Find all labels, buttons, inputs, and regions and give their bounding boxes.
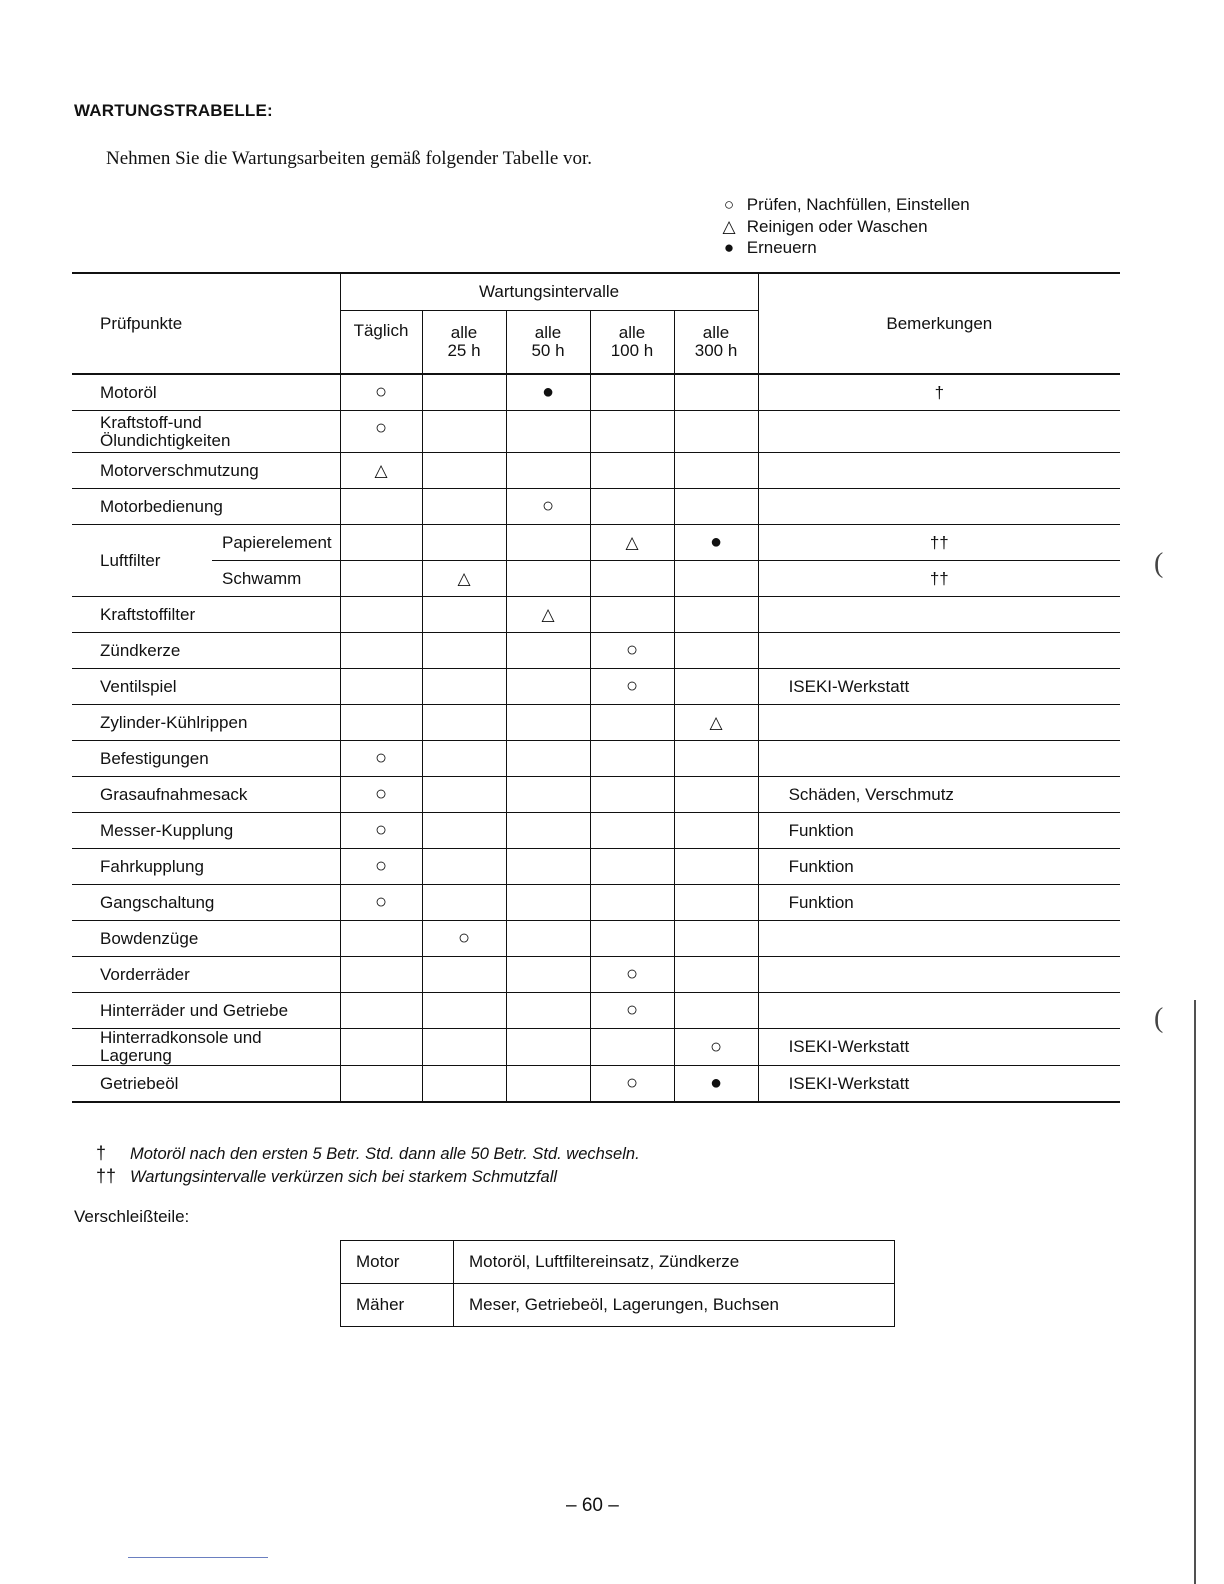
page-number: – 60 – xyxy=(566,1495,619,1516)
row-cell: ○ xyxy=(590,633,674,669)
row-remark: † xyxy=(758,374,1120,411)
row-cell xyxy=(506,525,590,561)
row-cell xyxy=(506,777,590,813)
row-cell xyxy=(590,1029,674,1066)
row-item: Bowdenzüge xyxy=(100,928,199,948)
row-remark: †† xyxy=(758,561,1120,597)
row-cell xyxy=(422,849,506,885)
row-item: Gangschaltung xyxy=(100,892,215,912)
row-item: Grasaufnahmesack xyxy=(100,784,248,804)
table-row xyxy=(72,921,1120,957)
row-cell xyxy=(506,849,590,885)
row-remark: Funktion xyxy=(758,813,1120,849)
row-cell xyxy=(506,705,590,741)
row-cell: ○ xyxy=(590,1066,674,1103)
row-cell xyxy=(590,489,674,525)
row-cell xyxy=(674,374,758,411)
row-cell xyxy=(422,1066,506,1103)
row-cell xyxy=(506,669,590,705)
table-row xyxy=(72,849,1120,885)
table-row xyxy=(72,633,1120,669)
table-row xyxy=(72,453,1120,489)
row-cell xyxy=(506,1066,590,1103)
row-item: Hinterradkonsole und Lagerung xyxy=(100,1028,262,1065)
group-label: Luftfilter xyxy=(100,550,161,570)
row-remark xyxy=(758,453,1120,489)
row-cell xyxy=(506,957,590,993)
table-row xyxy=(72,1066,1120,1103)
row-remark: Schäden, Verschmutz xyxy=(758,777,1120,813)
row-cell: ○ xyxy=(590,993,674,1029)
row-cell xyxy=(422,885,506,921)
row-cell xyxy=(422,741,506,777)
row-cell xyxy=(590,597,674,633)
row-item: Befestigungen xyxy=(100,748,209,768)
wear-items: Motoröl, Luftfiltereinsatz, Zündkerze xyxy=(454,1241,895,1284)
row-item: Motorbedienung xyxy=(100,496,223,516)
row-item: Kraftstoff-und Ölundichtigkeiten xyxy=(100,412,231,450)
row-cell: ○ xyxy=(340,374,422,411)
row-cell xyxy=(506,453,590,489)
row-item: Motorverschmutzung xyxy=(100,460,259,480)
row-cell xyxy=(506,561,590,597)
row-cell xyxy=(506,1029,590,1066)
row-cell xyxy=(422,957,506,993)
page-title: WARTUNGSTRABELLE: xyxy=(74,101,273,120)
row-cell xyxy=(674,885,758,921)
filled-dot-icon: ● xyxy=(723,238,735,257)
row-cell xyxy=(506,885,590,921)
row-cell xyxy=(506,813,590,849)
legend-label: Erneuern xyxy=(746,238,817,257)
row-item: Zylinder-Kühlrippen xyxy=(100,712,248,732)
row-cell: ○ xyxy=(674,1029,758,1066)
row-cell xyxy=(422,525,506,561)
row-cell xyxy=(674,957,758,993)
row-cell: △ xyxy=(422,561,506,597)
row-cell xyxy=(674,993,758,1029)
symbol-legend xyxy=(716,194,970,259)
row-item: Hinterräder und Getriebe xyxy=(100,1000,289,1020)
row-cell: ○ xyxy=(590,669,674,705)
legend-label: Reinigen oder Waschen xyxy=(746,216,928,236)
row-cell: ○ xyxy=(506,489,590,525)
row-item: Vorderräder xyxy=(100,964,190,984)
row-cell xyxy=(340,669,422,705)
row-cell: ○ xyxy=(340,849,422,885)
row-cell xyxy=(340,489,422,525)
row-item: Fahrkupplung xyxy=(100,856,204,876)
row-cell xyxy=(590,921,674,957)
row-cell xyxy=(590,813,674,849)
row-cell xyxy=(674,633,758,669)
row-cell: ○ xyxy=(340,741,422,777)
wear-parts-label: Verschleißteile: xyxy=(74,1207,190,1226)
header-interval: alle 100 h xyxy=(590,311,674,375)
row-cell xyxy=(340,957,422,993)
row-cell: ○ xyxy=(340,777,422,813)
row-cell: ● xyxy=(674,1066,758,1103)
footnote-text: Wartungsintervalle verkürzen sich bei starkem Schmutzfall xyxy=(130,1168,558,1186)
table-row xyxy=(341,1284,895,1327)
legend-item-clean xyxy=(716,216,970,238)
row-cell xyxy=(674,669,758,705)
row-cell: ○ xyxy=(340,411,422,453)
row-item: Motoröl xyxy=(100,382,157,402)
row-cell: ● xyxy=(506,374,590,411)
legend-item-check xyxy=(716,194,970,216)
header-interval: alle 50 h xyxy=(506,311,590,375)
wear-parts-table xyxy=(340,1240,895,1327)
table-row xyxy=(72,957,1120,993)
row-cell xyxy=(506,993,590,1029)
row-cell xyxy=(422,597,506,633)
row-cell xyxy=(340,597,422,633)
table-row xyxy=(72,705,1120,741)
row-cell: △ xyxy=(674,705,758,741)
row-item: Getriebeöl xyxy=(100,1073,179,1093)
row-cell xyxy=(674,777,758,813)
row-remark xyxy=(758,597,1120,633)
table-row xyxy=(72,993,1120,1029)
table-row xyxy=(72,411,1120,453)
footnote xyxy=(96,1165,640,1188)
row-remark xyxy=(758,411,1120,453)
row-remark xyxy=(758,705,1120,741)
table-row xyxy=(72,885,1120,921)
table-row xyxy=(72,489,1120,525)
wear-part: Motor xyxy=(341,1241,454,1284)
row-remark xyxy=(758,633,1120,669)
row-cell xyxy=(422,411,506,453)
row-cell xyxy=(422,993,506,1029)
row-cell xyxy=(422,813,506,849)
footnote-text: Motoröl nach den ersten 5 Betr. Std. dann alle 50 Betr. Std. wechseln. xyxy=(130,1145,640,1163)
triangle-icon: △ xyxy=(722,216,736,236)
row-remark: †† xyxy=(758,525,1120,561)
row-cell xyxy=(590,885,674,921)
luftfilter-group xyxy=(72,525,340,597)
row-cell xyxy=(590,777,674,813)
row-remark: ISEKI-Werkstatt xyxy=(758,1029,1120,1066)
row-cell xyxy=(340,1029,422,1066)
legend-label: Prüfen, Nachfüllen, Einstellen xyxy=(746,195,970,214)
double-dagger-mark: †† xyxy=(96,1166,117,1186)
row-remark: ISEKI-Werkstatt xyxy=(758,669,1120,705)
row-cell xyxy=(674,453,758,489)
row-cell xyxy=(422,1029,506,1066)
circle-icon: ○ xyxy=(723,195,735,214)
row-remark xyxy=(758,957,1120,993)
row-cell xyxy=(674,813,758,849)
row-remark: Funktion xyxy=(758,885,1120,921)
row-cell xyxy=(674,597,758,633)
row-item: Zündkerze xyxy=(100,640,181,660)
scan-artifact: ( xyxy=(1154,1003,1164,1034)
wear-items: Meser, Getriebeöl, Lagerungen, Buchsen xyxy=(454,1284,895,1327)
row-remark: ISEKI-Werkstatt xyxy=(758,1066,1120,1103)
maintenance-table xyxy=(72,272,1120,1103)
row-cell: ● xyxy=(674,525,758,561)
header-interval: alle 25 h xyxy=(422,311,506,375)
row-cell xyxy=(590,453,674,489)
footnotes xyxy=(96,1142,640,1188)
row-cell xyxy=(422,374,506,411)
row-cell xyxy=(674,849,758,885)
scan-edge-line xyxy=(1194,1000,1196,1584)
row-remark: Funktion xyxy=(758,849,1120,885)
row-cell xyxy=(590,741,674,777)
row-cell xyxy=(506,921,590,957)
row-cell xyxy=(506,741,590,777)
row-cell xyxy=(422,705,506,741)
row-cell xyxy=(340,525,422,561)
row-cell xyxy=(340,1066,422,1103)
row-cell xyxy=(674,561,758,597)
footnote xyxy=(96,1142,640,1165)
header-bemerkungen: Bemerkungen xyxy=(758,273,1120,374)
row-cell xyxy=(340,633,422,669)
row-remark xyxy=(758,489,1120,525)
row-remark xyxy=(758,993,1120,1029)
header-interval: Täglich xyxy=(340,311,422,375)
row-item: Kraftstoffilter xyxy=(100,604,196,624)
row-cell xyxy=(590,705,674,741)
row-cell xyxy=(422,633,506,669)
row-cell xyxy=(340,561,422,597)
table-row xyxy=(341,1241,895,1284)
table-row xyxy=(72,669,1120,705)
header-interval: alle 300 h xyxy=(674,311,758,375)
row-cell: △ xyxy=(340,453,422,489)
table-row xyxy=(72,1029,1120,1066)
row-remark xyxy=(758,741,1120,777)
scan-artifact xyxy=(128,1557,268,1558)
table-row xyxy=(72,813,1120,849)
dagger-mark: † xyxy=(96,1143,107,1163)
row-cell: ○ xyxy=(340,813,422,849)
table-row xyxy=(72,374,1120,411)
row-item: Schwamm xyxy=(222,568,302,588)
row-cell xyxy=(506,411,590,453)
header-intervals-title: Wartungsintervalle xyxy=(340,273,758,311)
row-cell xyxy=(422,669,506,705)
table-row xyxy=(72,741,1120,777)
row-cell xyxy=(340,705,422,741)
row-cell xyxy=(674,921,758,957)
row-cell xyxy=(506,633,590,669)
row-cell xyxy=(422,489,506,525)
row-item: Papierelement xyxy=(212,525,340,561)
intro-text: Nehmen Sie die Wartungsarbeiten gemäß folgender Tabelle vor. xyxy=(106,148,593,169)
row-cell xyxy=(422,777,506,813)
row-item: Ventilspiel xyxy=(100,676,177,696)
table-header-row xyxy=(72,273,1120,311)
row-cell: ○ xyxy=(590,957,674,993)
table-row xyxy=(72,777,1120,813)
row-cell: ○ xyxy=(422,921,506,957)
row-cell xyxy=(590,561,674,597)
table-row xyxy=(72,525,1120,561)
row-cell: ○ xyxy=(340,885,422,921)
row-cell: △ xyxy=(590,525,674,561)
header-pruefpunkte: Prüfpunkte xyxy=(100,313,183,333)
scan-artifact: ( xyxy=(1154,548,1164,579)
row-item: Messer-Kupplung xyxy=(100,820,234,840)
row-cell xyxy=(674,741,758,777)
row-cell xyxy=(340,993,422,1029)
row-cell xyxy=(422,453,506,489)
row-cell xyxy=(340,921,422,957)
row-cell xyxy=(590,374,674,411)
row-remark xyxy=(758,921,1120,957)
legend-item-replace xyxy=(716,237,970,259)
row-cell: △ xyxy=(506,597,590,633)
table-row xyxy=(72,597,1120,633)
row-cell xyxy=(590,411,674,453)
row-cell xyxy=(674,411,758,453)
row-cell xyxy=(590,849,674,885)
wear-part: Mäher xyxy=(341,1284,454,1327)
row-cell xyxy=(674,489,758,525)
